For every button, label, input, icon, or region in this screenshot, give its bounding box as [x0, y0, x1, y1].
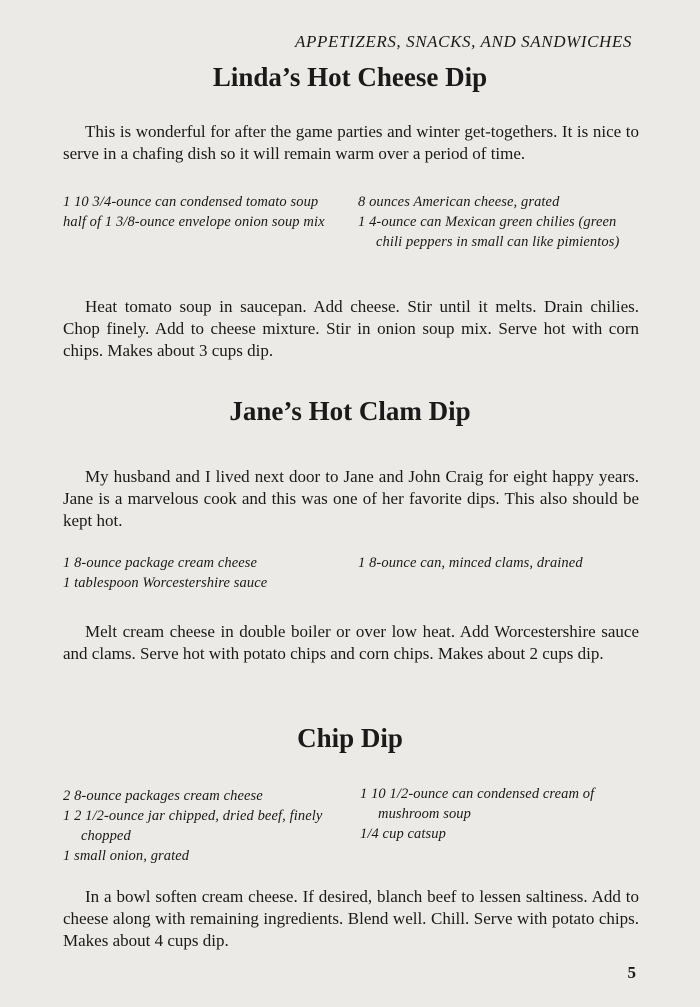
running-head: APPETIZERS, SNACKS, AND SANDWICHES	[295, 32, 632, 51]
ingredients-right	[360, 784, 642, 844]
ingredients-left	[63, 786, 353, 866]
ingredient-item: 1 8-ounce can, minced clams, drained	[358, 555, 583, 571]
ingredients-right	[358, 553, 638, 573]
page-number: 5	[627, 963, 636, 982]
ingredient-item: 1 small onion, grated	[63, 848, 190, 864]
ingredient-item: 2 8-ounce packages cream cheese	[63, 788, 263, 804]
ingredient-item: 8 ounces American cheese, grated	[358, 194, 560, 210]
recipe-intro: My husband and I lived next door to Jane and John Craig for eight happy years. Jane is a marvelous cook and this was one of her favorite dips. This also should be kept hot.	[63, 467, 639, 530]
ingredients-left	[63, 553, 353, 593]
recipe-title: Linda’s Hot Cheese Dip	[212, 62, 488, 92]
recipe-method: In a bowl soften cream cheese. If desired, blanch beef to lessen saltiness. Add to cheese along with remaining ingredients. Blend well. Chill. Serve with potato chips. Makes about 4 cups dip.	[63, 887, 639, 950]
ingredient-item: 1 2 1/2-ounce jar chipped, dried beef, finely chopped	[63, 808, 323, 844]
ingredients-right	[358, 192, 638, 252]
ingredient-item: half of 1 3/8-ounce envelope onion soup mix	[63, 214, 325, 230]
ingredient-item: 1 tablespoon Worcestershire sauce	[63, 575, 268, 591]
ingredient-item: 1 4-ounce can Mexican green chilies (green chili peppers in small can like pimientos)	[358, 214, 620, 250]
ingredient-item: 1 10 1/2-ounce can condensed cream of mushroom soup	[360, 786, 595, 822]
recipe-method: Heat tomato soup in saucepan. Add cheese. Stir until it melts. Drain chilies. Chop finely. Add to cheese mixture. Stir in onion soup mix. Serve hot with corn chips. Makes about 3 cups dip.	[63, 297, 639, 360]
ingredients-left	[63, 192, 333, 232]
recipe-title: Jane’s Hot Clam Dip	[229, 396, 471, 426]
recipe-method: Melt cream cheese in double boiler or over low heat. Add Worcestershire sauce and clams. Serve hot with potato chips and corn chips. Makes about 2 cups dip.	[63, 622, 639, 663]
ingredient-item: 1 8-ounce package cream cheese	[63, 555, 258, 571]
recipe-title: Chip Dip	[297, 723, 403, 753]
ingredient-item: 1 10 3/4-ounce can condensed tomato soup	[63, 194, 319, 210]
ingredient-item: 1/4 cup catsup	[360, 826, 446, 842]
recipe-intro: This is wonderful for after the game parties and winter get-togethers. It is nice to serve in a chafing dish so it will remain warm over a period of time.	[63, 122, 639, 163]
